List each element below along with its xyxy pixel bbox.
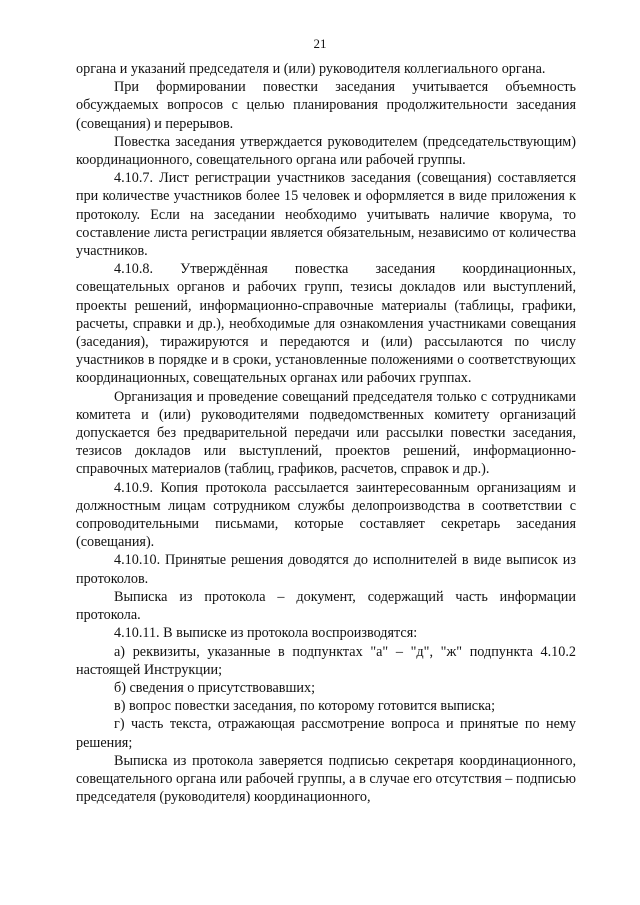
paragraph-continuation: органа и указаний председателя и (или) руководителя коллегиального органа. [76,61,546,77]
paragraph: Выписка из протокола – документ, содержащий часть информации протокола. [76,588,576,624]
paragraph: При формировании повестки заседания учитывается объемность обсуждаемых вопросов с целью планирования продолжительности заседания (совещания) и перерывов. [76,79,576,132]
list-item: б) сведения о присутствовавших; [114,679,316,696]
paragraph: Выписка из протокола заверяется подписью секретаря координационного, совещательного органа или рабочей группы, а в случае его отсутствия – подписью председателя (руководителя) координационного, [76,752,576,806]
paragraph: 4.10.11. В выписке из протокола воспроизводятся: [114,625,418,642]
paragraph: 4.10.9. Копия протокола рассылается заинтересованным организациям и должностным лицам сотрудником службы делопроизводства в соответствии с сопроводительными письмами, которые составляет секретарь заседания (совещания). [76,479,576,551]
list-item: а) реквизиты, указанные в подпунктах "а" – "д", "ж" подпункта 4.10.2 настоящей Инструкции; [76,643,576,678]
list-item: в) вопрос повестки заседания, по которому готовится выписка; [114,698,496,715]
page-number: 21 [313,36,327,51]
list-item: г) часть текста, отражающая рассмотрение вопроса и принятые по нему решения; [76,716,576,751]
paragraph: 4.10.7. Лист регистрации участников заседания (совещания) составляется при количестве участников более 15 человек и оформляется в виде приложения к протоколу. Если на заседании необходимо учитывать наличие кворума, то составление листа регистрации является обязательным, независимо от количества участников. [76,170,576,260]
paragraph: Организация и проведение совещаний председателя только с сотрудниками комитета и (или) руководителями подведомственных комитету организаций допускается без предварительной передачи или рассылки повестки заседания, тезисов докладов или выступлений, проектов решений, информационно-справочных материалов (таблиц, графиков, расчетов, справок и др.). [76,388,576,478]
paragraph: Повестка заседания утверждается руководителем (председательствующим) координационного, совещательного органа или рабочей группы. [76,133,576,169]
paragraph: 4.10.8. Утверждённая повестка заседания координационных, совещательных органов и рабочих групп, тезисы докладов или выступлений, проекты решений, информационно-справочные материалы (таблицы, графики, расчеты, справки и др.), необходимые для ознакомления участниками совещания (заседания), тиражируются и передаются и (или) рассылаются по числу участников в порядке и в сроки, установленные положениями о соответствующих координационных, совещательных органах или рабочих группах. [76,261,576,387]
paragraph: 4.10.10. Принятые решения доводятся до исполнителей в виде выписок из протоколов. [76,552,576,587]
document-body [76,60,576,806]
